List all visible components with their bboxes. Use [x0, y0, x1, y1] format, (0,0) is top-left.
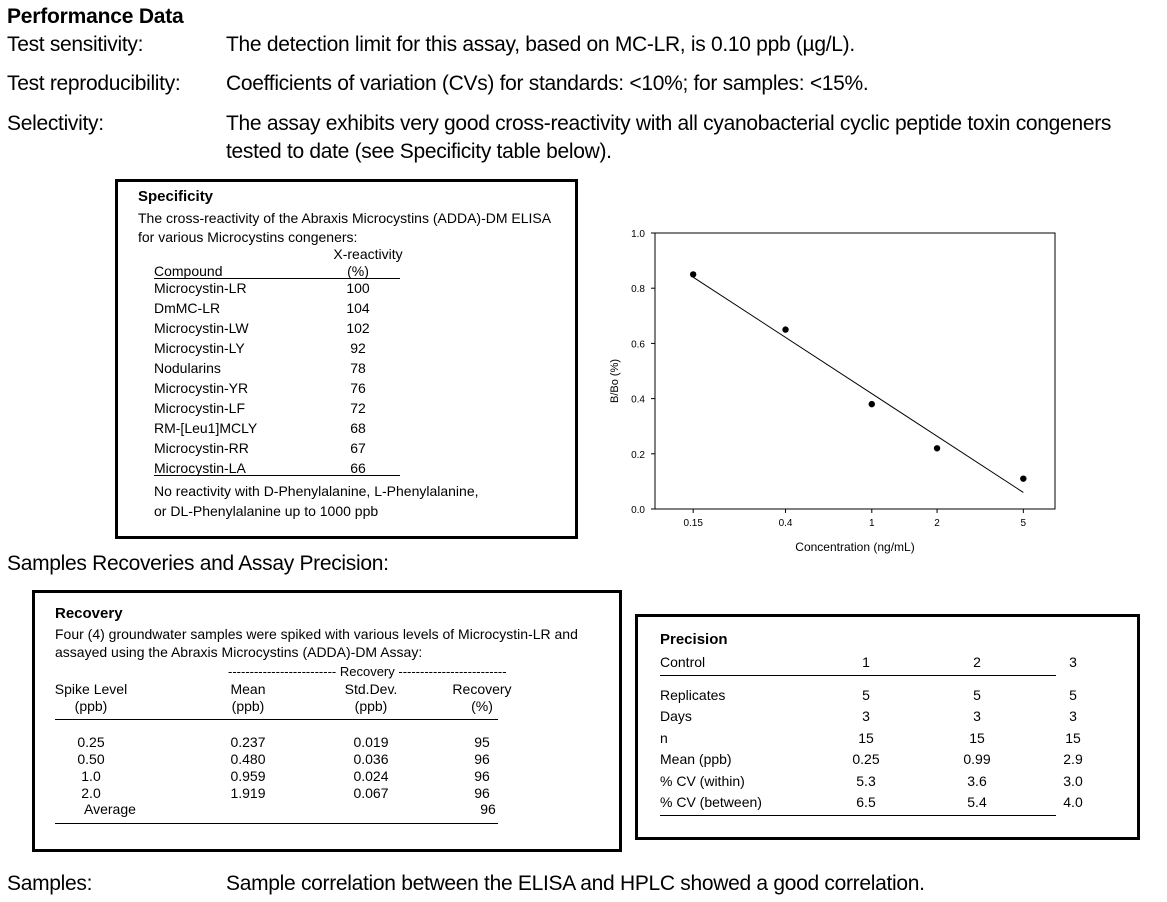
precision-cell: 5.4	[967, 794, 987, 810]
mean-cell: 0.237	[230, 734, 266, 750]
y-tick-label: 0.2	[631, 449, 645, 461]
x-axis-label: Concentration (ng/mL)	[795, 540, 915, 554]
specificity-row	[154, 320, 404, 340]
specificity-row	[154, 360, 404, 380]
precision-cell: 3.0	[1063, 772, 1083, 789]
data-point	[1020, 475, 1026, 481]
recovery-desc-2: assayed using the Abraxis Microcystins (ADDA)-DM Assay:	[55, 644, 423, 660]
compound-name: RM-[Leu1]MCLY	[154, 420, 258, 436]
x-reactivity-value: 102	[346, 320, 370, 336]
y-tick-label: 0.4	[631, 394, 645, 406]
precision-cell: 15	[1065, 729, 1081, 746]
reproducibility-label: Test reproducibility:	[7, 72, 181, 95]
y-axis-label: B/Bo (%)	[609, 358, 621, 404]
std-dev-header: (ppb)	[354, 698, 388, 714]
control-header: 3	[1069, 654, 1077, 670]
precision-cell: 3	[973, 708, 981, 725]
recovery-average-value: 96	[480, 801, 496, 817]
x-reactivity-value: 66	[350, 460, 366, 476]
precision-cell: 5	[973, 687, 981, 703]
x-tick-label: 0.15	[683, 518, 703, 529]
recovery-header-rule	[55, 719, 498, 720]
std-dev-header: Std.Dev.	[344, 681, 398, 697]
compound-name: Microcystin-LA	[154, 460, 246, 476]
specificity-row	[154, 440, 404, 460]
mean-header: (ppb)	[231, 698, 265, 714]
sensitivity-label: Test sensitivity:	[7, 33, 144, 56]
precision-cell: 15	[969, 729, 985, 746]
precision-cell: 0.99	[963, 751, 991, 768]
y-tick-label: 0.8	[631, 284, 645, 296]
precision-cell: 6.5	[856, 794, 876, 810]
y-tick-label: 0.0	[631, 505, 645, 516]
compound-name: Microcystin-LY	[154, 340, 245, 356]
control-header: 1	[862, 654, 870, 670]
specificity-bottom-rule	[154, 475, 400, 476]
compound-name: DmMC-LR	[154, 300, 221, 316]
y-tick-label: 0.6	[631, 339, 645, 351]
compound-name: Microcystin-LF	[154, 400, 246, 416]
precision-bottom-rule	[660, 815, 1056, 816]
std-dev-cell: 0.019	[353, 734, 389, 750]
x-reactivity-value: 76	[350, 380, 366, 396]
precision-cell: 4.0	[1063, 794, 1083, 810]
spike-level-cell: 0.50	[77, 751, 105, 767]
recovery-pct-cell: 96	[474, 751, 490, 767]
precision-row-label: % CV (between)	[660, 794, 762, 810]
mean-header: Mean	[230, 681, 266, 697]
x-reactivity-value: 72	[350, 400, 366, 416]
compound-name: Microcystin-RR	[154, 440, 249, 456]
mean-cell: 0.959	[230, 768, 266, 784]
specificity-desc-2: for various Microcystins congeners:	[138, 229, 358, 245]
recovery-pct-header: Recovery	[452, 681, 512, 697]
specificity-row	[154, 400, 404, 420]
specificity-title: Specificity	[138, 188, 214, 205]
x-tick-label: 0.4	[778, 518, 793, 529]
x-reactivity-header: X-reactivity	[333, 246, 403, 262]
samples-label: Samples:	[7, 872, 93, 895]
control-header: 2	[973, 654, 981, 670]
compound-name: Microcystin-YR	[154, 380, 249, 396]
precision-cell: 3	[1069, 708, 1077, 725]
precision-cell: 2.9	[1063, 751, 1083, 768]
precision-header-rule	[660, 675, 1056, 676]
mean-cell: 0.480	[230, 751, 266, 767]
spike-level-cell: 1.0	[81, 768, 101, 784]
specificity-row	[154, 280, 404, 300]
x-tick-label: 1	[869, 518, 875, 529]
sensitivity-text: The detection limit for this assay, based on MC-LR, is 0.10 ppb (µg/L).	[226, 33, 855, 56]
std-dev-cell: 0.024	[353, 768, 389, 784]
recovery-pct-cell: 95	[474, 734, 490, 750]
recovery-group-header: ------------------------- Recovery -------------------------	[228, 664, 507, 679]
precision-cell: 3	[862, 708, 870, 725]
data-point	[869, 401, 875, 407]
recovery-heading: Samples Recoveries and Assay Precision:	[7, 552, 389, 575]
x-reactivity-value: 92	[350, 340, 366, 356]
specificity-row	[154, 460, 404, 480]
specificity-note-2: or DL-Phenylalanine up to 1000 ppb	[154, 503, 379, 519]
precision-row-label: Replicates	[660, 687, 726, 703]
specificity-row	[154, 300, 404, 320]
specificity-row	[154, 380, 404, 400]
mean-cell: 1.919	[230, 785, 266, 801]
plot-frame	[655, 233, 1055, 509]
page-title: Performance Data	[7, 5, 184, 28]
std-dev-cell: 0.036	[353, 751, 389, 767]
spike-level-cell: 0.25	[77, 734, 105, 750]
x-reactivity-value: 68	[350, 420, 366, 436]
samples-text: Sample correlation between the ELISA and HPLC showed a good correlation.	[226, 872, 925, 895]
selectivity-label: Selectivity:	[7, 112, 104, 135]
data-point	[690, 271, 696, 277]
recovery-bottom-rule	[55, 823, 498, 824]
precision-cell: 0.25	[852, 751, 880, 768]
precision-cell: 5	[862, 687, 870, 703]
fit-line	[693, 277, 1023, 492]
specificity-row	[154, 420, 404, 440]
std-dev-cell: 0.067	[353, 785, 389, 801]
compound-name: Microcystin-LR	[154, 280, 247, 296]
precision-row-label: % CV (within)	[660, 772, 745, 789]
x-tick-label: 5	[1020, 518, 1027, 529]
standard-curve-chart	[590, 215, 1080, 565]
data-point	[782, 326, 788, 332]
precision-title: Precision	[660, 631, 728, 648]
x-reactivity-unit: (%)	[347, 263, 369, 279]
precision-cell: 5	[1069, 687, 1077, 703]
recovery-title: Recovery	[55, 605, 123, 622]
x-reactivity-value: 104	[346, 300, 370, 316]
recovery-pct-cell: 96	[474, 785, 490, 801]
recovery-pct-header: (%)	[471, 698, 493, 714]
recovery-average-label: Average	[84, 801, 136, 817]
data-point	[934, 445, 940, 451]
x-reactivity-value: 67	[350, 440, 366, 456]
specificity-note-1: No reactivity with D-Phenylalanine, L-Phenylalanine,	[154, 483, 479, 499]
precision-cell: 15	[858, 729, 874, 746]
precision-control-label: Control	[660, 654, 706, 670]
specificity-desc-1: The cross-reactivity of the Abraxis Microcystins (ADDA)-DM ELISA	[138, 210, 552, 226]
precision-row-label: n	[660, 729, 668, 746]
reproducibility-text: Coefficients of variation (CVs) for standards: <10%; for samples: <15%.	[226, 72, 869, 95]
precision-row-label: Mean (ppb)	[660, 751, 732, 768]
precision-row-label: Days	[660, 708, 692, 725]
compound-header: Compound	[154, 263, 223, 279]
selectivity-text: The assay exhibits very good cross-reactivity with all cyanobacterial cyclic peptide toxin congeners tested to date (see Specificity table below).	[226, 112, 1112, 163]
specificity-row	[154, 340, 404, 360]
compound-name: Nodularins	[154, 360, 221, 376]
x-reactivity-value: 100	[346, 280, 370, 296]
compound-name: Microcystin-LW	[154, 320, 249, 336]
spike-level-cell: 2.0	[81, 785, 101, 801]
spike-level-header: Spike Level	[54, 681, 128, 697]
precision-cell: 3.6	[967, 772, 987, 789]
recovery-pct-cell: 96	[474, 768, 490, 784]
y-tick-label: 1.0	[631, 229, 645, 240]
x-tick-label: 2	[934, 518, 940, 529]
specificity-header-rule	[154, 278, 400, 279]
spike-level-header: (ppb)	[74, 698, 108, 714]
recovery-desc-1: Four (4) groundwater samples were spiked with various levels of Microcystin-LR and	[55, 626, 578, 642]
precision-cell: 5.3	[856, 772, 876, 789]
x-reactivity-value: 78	[350, 360, 366, 376]
